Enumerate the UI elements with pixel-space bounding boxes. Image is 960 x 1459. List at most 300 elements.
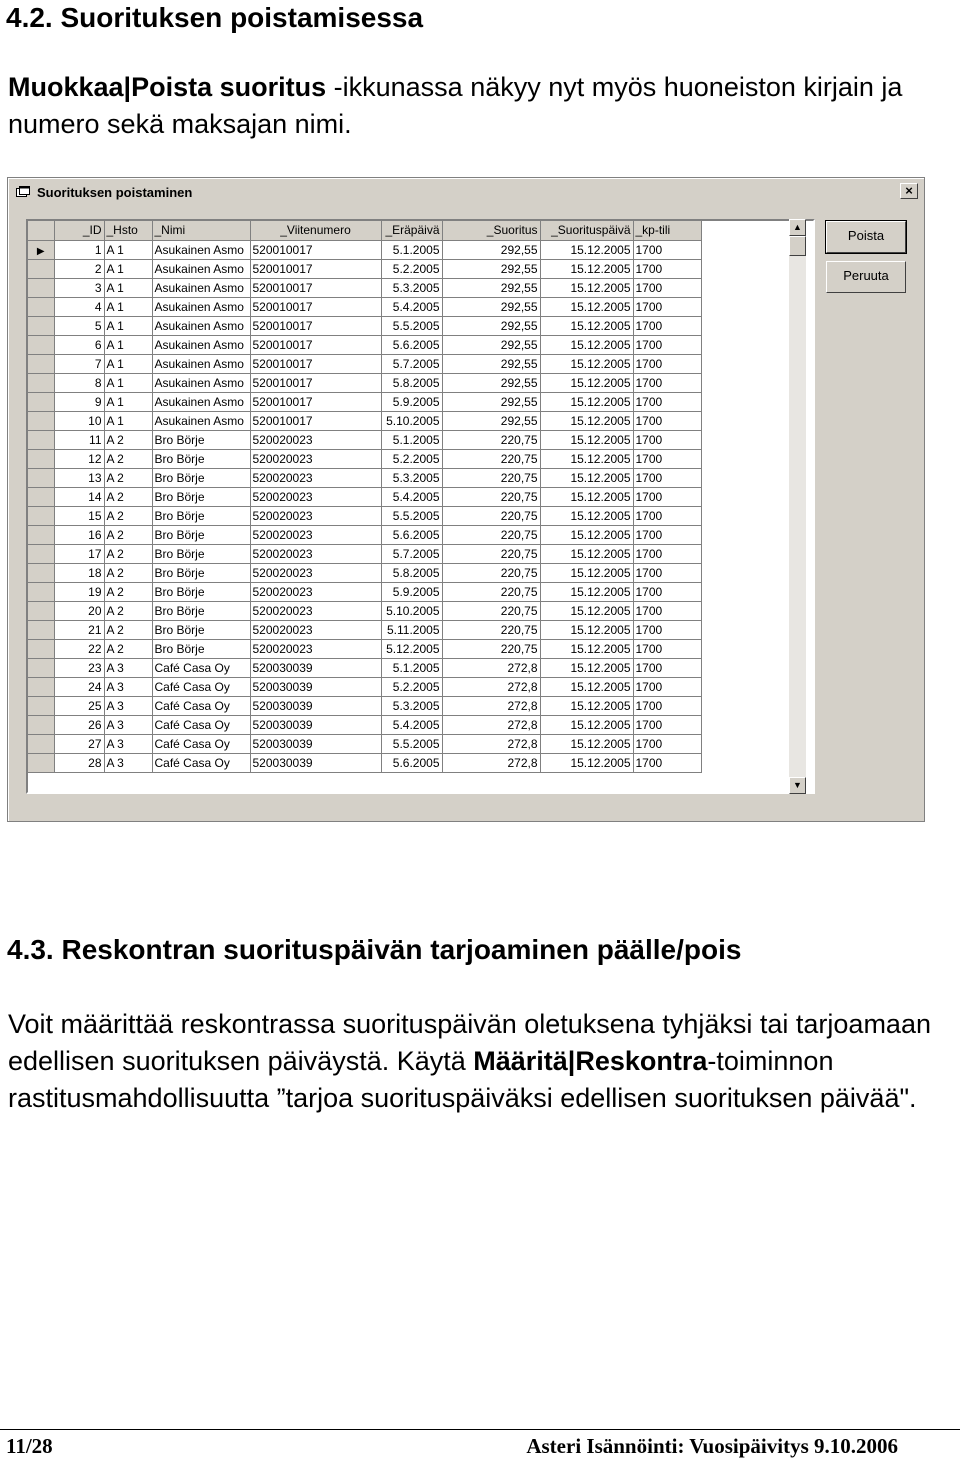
row-selector[interactable] (28, 639, 54, 658)
table-cell[interactable]: 1700 (633, 392, 701, 411)
row-selector[interactable] (28, 354, 54, 373)
table-cell[interactable]: 15.12.2005 (540, 715, 633, 734)
table-cell[interactable]: 1700 (633, 544, 701, 563)
table-cell[interactable]: 272,8 (442, 677, 540, 696)
table-cell[interactable]: 272,8 (442, 753, 540, 772)
table-cell[interactable]: 7 (54, 354, 104, 373)
table-row[interactable] (28, 392, 701, 411)
table-cell[interactable]: Bro Börje (152, 544, 250, 563)
table-cell[interactable]: 4 (54, 297, 104, 316)
table-cell[interactable]: 272,8 (442, 696, 540, 715)
table-cell[interactable]: 5.6.2005 (381, 525, 442, 544)
row-selector[interactable] (28, 601, 54, 620)
table-cell[interactable]: 520020023 (250, 620, 381, 639)
table-cell[interactable]: A 1 (104, 259, 152, 278)
table-cell[interactable]: 520030039 (250, 715, 381, 734)
table-cell[interactable]: 5.7.2005 (381, 544, 442, 563)
table-cell[interactable]: A 3 (104, 715, 152, 734)
row-selector[interactable] (28, 240, 54, 259)
table-cell[interactable]: 1700 (633, 639, 701, 658)
table-row[interactable] (28, 677, 701, 696)
table-cell[interactable]: 5.6.2005 (381, 753, 442, 772)
table-cell[interactable]: 520020023 (250, 487, 381, 506)
table-cell[interactable]: Bro Börje (152, 449, 250, 468)
table-cell[interactable]: 292,55 (442, 373, 540, 392)
table-cell[interactable]: 520020023 (250, 582, 381, 601)
table-cell[interactable]: 1700 (633, 525, 701, 544)
table-cell[interactable]: 5.5.2005 (381, 506, 442, 525)
table-cell[interactable]: 15.12.2005 (540, 297, 633, 316)
table-row[interactable] (28, 335, 701, 354)
table-cell[interactable]: 5.8.2005 (381, 373, 442, 392)
table-row[interactable] (28, 696, 701, 715)
table-cell[interactable]: 272,8 (442, 734, 540, 753)
table-cell[interactable]: 16 (54, 525, 104, 544)
column-header[interactable]: _Viitenumero (250, 221, 381, 240)
column-header[interactable]: _Suoritus (442, 221, 540, 240)
table-cell[interactable]: 15.12.2005 (540, 658, 633, 677)
row-selector[interactable] (28, 259, 54, 278)
table-cell[interactable]: 15.12.2005 (540, 392, 633, 411)
table-cell[interactable]: 292,55 (442, 297, 540, 316)
row-selector[interactable] (28, 563, 54, 582)
table-cell[interactable]: 1700 (633, 468, 701, 487)
table-cell[interactable]: 15.12.2005 (540, 753, 633, 772)
table-cell[interactable]: 23 (54, 658, 104, 677)
table-cell[interactable]: 13 (54, 468, 104, 487)
table-cell[interactable]: Bro Börje (152, 430, 250, 449)
table-cell[interactable]: A 2 (104, 430, 152, 449)
table-cell[interactable]: 15.12.2005 (540, 316, 633, 335)
table-cell[interactable]: A 1 (104, 354, 152, 373)
row-selector[interactable] (28, 620, 54, 639)
table-cell[interactable]: A 2 (104, 449, 152, 468)
table-cell[interactable]: 520020023 (250, 563, 381, 582)
table-row[interactable] (28, 278, 701, 297)
table-cell[interactable]: 1700 (633, 753, 701, 772)
row-selector[interactable] (28, 392, 54, 411)
table-cell[interactable]: 220,75 (442, 601, 540, 620)
table-cell[interactable]: A 2 (104, 525, 152, 544)
table-cell[interactable]: Asukainen Asmo (152, 259, 250, 278)
table-cell[interactable]: 520010017 (250, 297, 381, 316)
table-cell[interactable]: 1700 (633, 411, 701, 430)
table-cell[interactable]: 5.1.2005 (381, 430, 442, 449)
table-cell[interactable]: 292,55 (442, 240, 540, 259)
row-selector[interactable] (28, 544, 54, 563)
table-cell[interactable]: 520010017 (250, 373, 381, 392)
table-cell[interactable]: Bro Börje (152, 601, 250, 620)
table-cell[interactable]: 26 (54, 715, 104, 734)
table-cell[interactable]: Asukainen Asmo (152, 240, 250, 259)
table-cell[interactable]: 5.4.2005 (381, 715, 442, 734)
row-selector[interactable] (28, 715, 54, 734)
scroll-up-arrow-icon[interactable]: ▲ (789, 219, 806, 236)
table-cell[interactable]: Café Casa Oy (152, 677, 250, 696)
table-cell[interactable]: 15.12.2005 (540, 582, 633, 601)
table-cell[interactable]: 15 (54, 506, 104, 525)
table-cell[interactable]: 14 (54, 487, 104, 506)
table-cell[interactable]: Asukainen Asmo (152, 278, 250, 297)
table-cell[interactable]: 5.11.2005 (381, 620, 442, 639)
table-cell[interactable]: 520020023 (250, 525, 381, 544)
table-cell[interactable]: A 3 (104, 677, 152, 696)
table-cell[interactable]: 19 (54, 582, 104, 601)
table-cell[interactable]: 292,55 (442, 278, 540, 297)
table-cell[interactable]: 220,75 (442, 468, 540, 487)
column-header[interactable]: _Eräpäivä (381, 221, 442, 240)
table-cell[interactable]: 25 (54, 696, 104, 715)
table-row[interactable] (28, 259, 701, 278)
table-cell[interactable]: A 2 (104, 544, 152, 563)
table-cell[interactable]: A 1 (104, 392, 152, 411)
table-cell[interactable]: Bro Börje (152, 620, 250, 639)
row-selector[interactable] (28, 373, 54, 392)
table-cell[interactable]: A 1 (104, 373, 152, 392)
table-cell[interactable]: A 2 (104, 639, 152, 658)
table-cell[interactable]: 5.8.2005 (381, 563, 442, 582)
table-cell[interactable]: 15.12.2005 (540, 601, 633, 620)
table-cell[interactable]: 1700 (633, 582, 701, 601)
table-cell[interactable]: 5.3.2005 (381, 278, 442, 297)
table-cell[interactable]: 1 (54, 240, 104, 259)
table-cell[interactable]: Asukainen Asmo (152, 316, 250, 335)
table-cell[interactable]: 520020023 (250, 506, 381, 525)
table-row[interactable] (28, 582, 701, 601)
table-cell[interactable]: 220,75 (442, 563, 540, 582)
table-row[interactable] (28, 354, 701, 373)
table-cell[interactable]: 11 (54, 430, 104, 449)
column-header[interactable]: _Nimi (152, 221, 250, 240)
table-cell[interactable]: Café Casa Oy (152, 753, 250, 772)
document-title: Asteri Isännöinti: Vuosipäivitys 9.10.2006 (526, 1434, 898, 1458)
table-cell[interactable]: Café Casa Oy (152, 658, 250, 677)
table-cell[interactable]: A 2 (104, 620, 152, 639)
table-cell[interactable]: 15.12.2005 (540, 373, 633, 392)
table-cell[interactable]: Bro Börje (152, 639, 250, 658)
table-cell[interactable]: 5.3.2005 (381, 696, 442, 715)
table-cell[interactable]: A 2 (104, 563, 152, 582)
table-cell[interactable]: A 1 (104, 278, 152, 297)
table-cell[interactable]: 5.6.2005 (381, 335, 442, 354)
table-cell[interactable]: 15.12.2005 (540, 639, 633, 658)
table-cell[interactable]: 272,8 (442, 658, 540, 677)
row-selector[interactable] (28, 677, 54, 696)
dialog-title: Suorituksen poistaminen (37, 185, 193, 200)
table-cell[interactable]: 5.9.2005 (381, 582, 442, 601)
table-cell[interactable]: 1700 (633, 335, 701, 354)
table-cell[interactable]: 520010017 (250, 278, 381, 297)
table-cell[interactable]: 520030039 (250, 696, 381, 715)
table-cell[interactable]: 15.12.2005 (540, 449, 633, 468)
table-cell[interactable]: 15.12.2005 (540, 240, 633, 259)
table-row[interactable] (28, 297, 701, 316)
table-cell[interactable]: 520010017 (250, 335, 381, 354)
table-cell[interactable]: 3 (54, 278, 104, 297)
table-cell[interactable]: 15.12.2005 (540, 734, 633, 753)
table-cell[interactable]: 5 (54, 316, 104, 335)
table-cell[interactable]: A 2 (104, 582, 152, 601)
table-cell[interactable]: 5.2.2005 (381, 677, 442, 696)
table-cell[interactable]: 15.12.2005 (540, 563, 633, 582)
table-cell[interactable]: Bro Börje (152, 525, 250, 544)
table-cell[interactable]: 292,55 (442, 392, 540, 411)
table-cell[interactable]: 220,75 (442, 449, 540, 468)
row-selector[interactable] (28, 525, 54, 544)
table-cell[interactable]: 5.4.2005 (381, 487, 442, 506)
table-cell[interactable]: 520010017 (250, 259, 381, 278)
table-cell[interactable]: 1700 (633, 715, 701, 734)
row-selector[interactable] (28, 335, 54, 354)
row-selector[interactable] (28, 449, 54, 468)
table-cell[interactable]: 15.12.2005 (540, 506, 633, 525)
table-cell[interactable]: A 2 (104, 487, 152, 506)
table-cell[interactable]: 15.12.2005 (540, 677, 633, 696)
table-cell[interactable]: 520010017 (250, 392, 381, 411)
table-cell[interactable]: 15.12.2005 (540, 430, 633, 449)
row-selector[interactable] (28, 658, 54, 677)
table-cell[interactable]: 10 (54, 411, 104, 430)
table-cell[interactable]: Asukainen Asmo (152, 373, 250, 392)
table-cell[interactable]: A 1 (104, 411, 152, 430)
table-cell[interactable]: 15.12.2005 (540, 411, 633, 430)
table-cell[interactable]: 15.12.2005 (540, 335, 633, 354)
table-cell[interactable]: 1700 (633, 354, 701, 373)
table-cell[interactable]: 15.12.2005 (540, 525, 633, 544)
table-cell[interactable]: A 2 (104, 506, 152, 525)
table-cell[interactable]: 8 (54, 373, 104, 392)
table-cell[interactable]: 272,8 (442, 715, 540, 734)
table-cell[interactable]: 520020023 (250, 601, 381, 620)
table-cell[interactable]: 292,55 (442, 316, 540, 335)
table-cell[interactable]: 22 (54, 639, 104, 658)
table-cell[interactable]: 1700 (633, 620, 701, 639)
table-row[interactable] (28, 240, 701, 259)
row-selector[interactable] (28, 582, 54, 601)
table-row[interactable] (28, 544, 701, 563)
table-cell[interactable]: 5.3.2005 (381, 468, 442, 487)
column-header[interactable]: _ID (54, 221, 104, 240)
table-cell[interactable]: 15.12.2005 (540, 278, 633, 297)
table-cell[interactable]: 292,55 (442, 335, 540, 354)
table-row[interactable] (28, 373, 701, 392)
table-row[interactable] (28, 563, 701, 582)
table-cell[interactable]: 24 (54, 677, 104, 696)
table-cell[interactable]: 5.12.2005 (381, 639, 442, 658)
table-cell[interactable]: 520030039 (250, 658, 381, 677)
table-row[interactable] (28, 506, 701, 525)
table-row[interactable] (28, 316, 701, 335)
table-cell[interactable]: 5.1.2005 (381, 240, 442, 259)
table-cell[interactable]: Café Casa Oy (152, 715, 250, 734)
row-selector[interactable] (28, 753, 54, 772)
row-selector[interactable] (28, 734, 54, 753)
table-cell[interactable]: 520010017 (250, 240, 381, 259)
table-cell[interactable]: A 3 (104, 658, 152, 677)
table-cell[interactable]: 1700 (633, 696, 701, 715)
table-cell[interactable]: 220,75 (442, 525, 540, 544)
table-cell[interactable]: 1700 (633, 278, 701, 297)
table-cell[interactable]: Bro Börje (152, 582, 250, 601)
table-cell[interactable]: 1700 (633, 506, 701, 525)
table-cell[interactable]: 520020023 (250, 449, 381, 468)
table-cell[interactable]: 1700 (633, 734, 701, 753)
table-cell[interactable]: 220,75 (442, 544, 540, 563)
table-cell[interactable]: 5.9.2005 (381, 392, 442, 411)
table-cell[interactable]: 15.12.2005 (540, 620, 633, 639)
table-cell[interactable]: 220,75 (442, 582, 540, 601)
table-row[interactable] (28, 487, 701, 506)
table-cell[interactable]: Asukainen Asmo (152, 411, 250, 430)
row-selector[interactable] (28, 468, 54, 487)
table-cell[interactable]: Bro Börje (152, 506, 250, 525)
column-header[interactable]: _Suorituspäivä (540, 221, 633, 240)
table-cell[interactable]: Café Casa Oy (152, 696, 250, 715)
table-cell[interactable]: 520010017 (250, 354, 381, 373)
table-cell[interactable]: 5.2.2005 (381, 449, 442, 468)
table-cell[interactable]: 6 (54, 335, 104, 354)
row-selector[interactable] (28, 316, 54, 335)
scroll-thumb[interactable] (789, 236, 806, 256)
row-selector[interactable] (28, 506, 54, 525)
table-row[interactable] (28, 639, 701, 658)
table-cell[interactable]: 1700 (633, 316, 701, 335)
table-row[interactable] (28, 715, 701, 734)
delete-button[interactable]: Poista (826, 221, 906, 253)
table-cell[interactable]: 292,55 (442, 411, 540, 430)
table-cell[interactable]: Asukainen Asmo (152, 335, 250, 354)
row-selector[interactable] (28, 430, 54, 449)
table-cell[interactable]: 5.5.2005 (381, 734, 442, 753)
table-cell[interactable]: 1700 (633, 449, 701, 468)
table-cell[interactable]: Café Casa Oy (152, 734, 250, 753)
table-cell[interactable]: Bro Börje (152, 468, 250, 487)
paragraph-4-3-text-1: Voit määrittää reskontrassa suorituspäivän oletuksena tyhjäksi tai tarjoamaan edellisen suorituksen päiväystä. Käytä (8, 1009, 931, 1076)
table-cell[interactable]: 1700 (633, 601, 701, 620)
table-cell[interactable]: 5.5.2005 (381, 316, 442, 335)
table-cell[interactable]: 1700 (633, 487, 701, 506)
table-cell[interactable]: A 1 (104, 297, 152, 316)
table-cell[interactable]: 292,55 (442, 354, 540, 373)
table-cell[interactable]: 220,75 (442, 506, 540, 525)
table-cell[interactable]: A 2 (104, 601, 152, 620)
table-cell[interactable]: A 3 (104, 753, 152, 772)
scroll-down-arrow-icon[interactable]: ▼ (789, 777, 806, 794)
table-cell[interactable]: 520020023 (250, 468, 381, 487)
table-cell[interactable]: 5.10.2005 (381, 601, 442, 620)
table-cell[interactable]: 1700 (633, 259, 701, 278)
column-header[interactable]: _Hsto (104, 221, 152, 240)
table-cell[interactable]: 27 (54, 734, 104, 753)
table-cell[interactable]: Asukainen Asmo (152, 392, 250, 411)
table-cell[interactable]: Asukainen Asmo (152, 297, 250, 316)
table-cell[interactable]: 220,75 (442, 620, 540, 639)
table-cell[interactable]: 1700 (633, 677, 701, 696)
table-cell[interactable]: 28 (54, 753, 104, 772)
table-cell[interactable]: 1700 (633, 563, 701, 582)
table-cell[interactable]: A 2 (104, 468, 152, 487)
table-row[interactable] (28, 525, 701, 544)
table-cell[interactable]: 5.7.2005 (381, 354, 442, 373)
table-cell[interactable]: 220,75 (442, 639, 540, 658)
table-cell[interactable]: 12 (54, 449, 104, 468)
table-cell[interactable]: A 1 (104, 335, 152, 354)
table-row[interactable] (28, 411, 701, 430)
table-row[interactable] (28, 753, 701, 772)
table-cell[interactable]: 220,75 (442, 487, 540, 506)
table-cell[interactable]: 520010017 (250, 411, 381, 430)
table-cell[interactable]: Bro Börje (152, 563, 250, 582)
close-button[interactable]: × (900, 183, 918, 199)
table-cell[interactable]: 15.12.2005 (540, 354, 633, 373)
table-cell[interactable]: 15.12.2005 (540, 468, 633, 487)
table-row[interactable] (28, 601, 701, 620)
table-cell[interactable]: 1700 (633, 373, 701, 392)
cancel-button[interactable]: Peruuta (826, 261, 906, 293)
table-cell[interactable]: 21 (54, 620, 104, 639)
table-row[interactable] (28, 468, 701, 487)
table-cell[interactable]: 15.12.2005 (540, 544, 633, 563)
table-cell[interactable]: 5.1.2005 (381, 658, 442, 677)
table-row[interactable] (28, 734, 701, 753)
row-selector[interactable] (28, 411, 54, 430)
table-cell[interactable]: 292,55 (442, 259, 540, 278)
vertical-scrollbar[interactable] (789, 219, 806, 794)
table-cell[interactable]: 520020023 (250, 544, 381, 563)
table-cell[interactable]: 220,75 (442, 430, 540, 449)
row-selector[interactable] (28, 278, 54, 297)
table-cell[interactable]: A 3 (104, 734, 152, 753)
table-cell[interactable]: 520030039 (250, 753, 381, 772)
table-cell[interactable]: 9 (54, 392, 104, 411)
table-cell[interactable]: A 1 (104, 240, 152, 259)
table-row[interactable] (28, 658, 701, 677)
table-cell[interactable]: 520020023 (250, 430, 381, 449)
table-cell[interactable]: 1700 (633, 658, 701, 677)
table-cell[interactable]: 15.12.2005 (540, 696, 633, 715)
table-cell[interactable]: 20 (54, 601, 104, 620)
table-cell[interactable]: 5.10.2005 (381, 411, 442, 430)
table-cell[interactable]: 17 (54, 544, 104, 563)
table-cell[interactable]: 1700 (633, 240, 701, 259)
payments-grid[interactable] (26, 219, 815, 794)
table-cell[interactable]: 18 (54, 563, 104, 582)
row-selector[interactable] (28, 297, 54, 316)
table-cell[interactable]: 520030039 (250, 734, 381, 753)
row-selector[interactable] (28, 696, 54, 715)
table-cell[interactable]: 520010017 (250, 316, 381, 335)
table-cell[interactable]: 5.2.2005 (381, 259, 442, 278)
table-cell[interactable]: 15.12.2005 (540, 259, 633, 278)
table-row[interactable] (28, 449, 701, 468)
column-header[interactable]: _kp-tili (633, 221, 701, 240)
table-cell[interactable]: 520030039 (250, 677, 381, 696)
table-cell[interactable]: 1700 (633, 297, 701, 316)
table-cell[interactable]: A 1 (104, 316, 152, 335)
table-cell[interactable]: Bro Börje (152, 487, 250, 506)
table-cell[interactable]: 5.4.2005 (381, 297, 442, 316)
table-cell[interactable]: Asukainen Asmo (152, 354, 250, 373)
paragraph-4-2-text: -ikkunassa näkyy nyt myös huoneiston kirjain ja numero sekä maksajan nimi. (8, 72, 903, 139)
table-cell[interactable]: 520020023 (250, 639, 381, 658)
table-cell[interactable]: 1700 (633, 430, 701, 449)
table-cell[interactable]: 15.12.2005 (540, 487, 633, 506)
row-selector[interactable] (28, 487, 54, 506)
table-row[interactable] (28, 620, 701, 639)
table-cell[interactable]: A 3 (104, 696, 152, 715)
table-cell[interactable]: 2 (54, 259, 104, 278)
table-row[interactable] (28, 430, 701, 449)
